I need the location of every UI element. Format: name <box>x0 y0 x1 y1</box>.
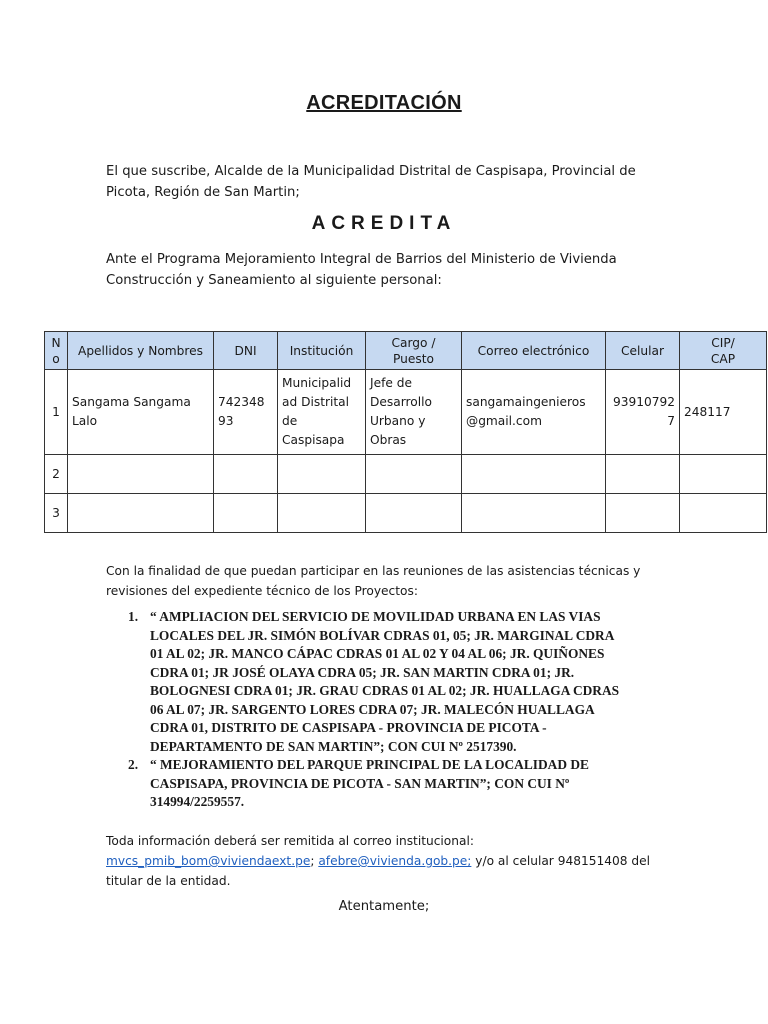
contact-line-3: titular de la entidad. <box>106 874 231 888</box>
project-line: BOLOGNESI CDRA 01; JR. GRAU CDRAS 01 AL 02; JR. HUALLAGA CDRAS <box>150 683 620 698</box>
header-no-top: N <box>51 335 61 350</box>
header-celular: Celular <box>606 332 680 370</box>
cell-no: 3 <box>45 494 68 533</box>
project-line: LOCALES DEL JR. SIMÓN BOLÍVAR CDRAS 01, 05; JR. MARGINAL CDRA <box>150 627 615 643</box>
header-cip-top: CIP/ <box>711 335 735 350</box>
intro-paragraph <box>106 161 646 203</box>
cell-inst-line: ad Distrital <box>282 395 350 409</box>
cell-empty <box>680 455 767 494</box>
header-cargo <box>366 332 462 370</box>
project-line: “ AMPLIACION DEL SERVICIO DE MOVILIDAD URBANA EN LAS VIAS <box>150 609 601 624</box>
contact-line-1: Toda información deberá ser remitida al correo institucional: <box>106 834 474 848</box>
header-institucion: Institución <box>278 332 366 370</box>
closing-text: Atentamente; <box>338 899 430 914</box>
cell-inst-line: de <box>282 414 298 428</box>
ante-line-1: Ante el Programa Mejoramiento Integral de Barrios del Ministerio de Vivienda <box>106 252 617 267</box>
cell-empty <box>366 494 462 533</box>
cell-inst-line: Municipalid <box>282 376 352 390</box>
cell-inst-line: Caspisapa <box>282 433 345 447</box>
cell-names-line: Sangama Sangama <box>72 395 191 409</box>
header-cargo-top: Cargo / <box>391 335 436 350</box>
cell-no: 2 <box>45 455 68 494</box>
page-title: ACREDITACIÓN <box>306 92 462 114</box>
cell-empty <box>606 455 680 494</box>
cell-cargo-line: Urbano y <box>370 414 426 428</box>
table-row <box>45 494 767 533</box>
projects-list <box>128 608 648 812</box>
finalidad-paragraph <box>106 561 646 601</box>
header-no-bottom: o <box>52 351 60 366</box>
cell-empty <box>68 494 214 533</box>
cell-celular-line: 93910792 <box>612 395 675 409</box>
cell-celular <box>606 370 680 455</box>
list-item <box>128 608 648 756</box>
cell-correo <box>462 370 606 455</box>
project-line: “ MEJORAMIENTO DEL PARQUE PRINCIPAL DE LA LOCALIDAD DE <box>150 757 589 772</box>
acredita-heading: ACREDITA <box>311 213 457 234</box>
cell-correo-line: sangamaingenieros <box>466 395 586 409</box>
cell-names-line: Lalo <box>72 414 98 428</box>
header-cip-bottom: CAP <box>710 351 736 366</box>
table-header-row <box>45 332 767 370</box>
project-line: 06 AL 07; JR. SARGENTO LORES CDRA 07; JR. MALECÓN HUALLAGA <box>150 701 595 717</box>
intro-line-1: El que suscribe, Alcalde de la Municipalidad Distrital de Caspisapa, Provincial de <box>106 164 636 179</box>
header-correo: Correo electrónico <box>462 332 606 370</box>
cell-empty <box>68 455 214 494</box>
header-names: Apellidos y Nombres <box>68 332 214 370</box>
cell-empty <box>606 494 680 533</box>
email-link-2[interactable]: afebre@vivienda.gob.pe; <box>318 854 472 868</box>
project-line: CDRA 01, DISTRITO DE CASPISAPA - PROVINCIA DE PICOTA - <box>150 720 547 735</box>
cell-empty <box>214 494 278 533</box>
cell-empty <box>214 455 278 494</box>
list-item-text <box>150 756 648 812</box>
contact-paragraph <box>106 831 666 891</box>
cell-institucion <box>278 370 366 455</box>
ante-line-2: Construcción y Saneamiento al siguiente personal: <box>106 273 442 288</box>
finalidad-line-1: Con la finalidad de que puedan participar en las reuniones de las asistencias técnicas y <box>106 564 641 578</box>
header-dni: DNI <box>214 332 278 370</box>
contact-tail: y/o al celular 948151408 del <box>471 854 650 868</box>
contact-line-2 <box>106 851 666 871</box>
header-cargo-bottom: Puesto <box>393 351 434 366</box>
cell-cargo <box>366 370 462 455</box>
table-row <box>45 455 767 494</box>
email-separator: ; <box>310 854 315 868</box>
cell-dni-line: 742348 <box>218 395 265 409</box>
project-line: DEPARTAMENTO DE SAN MARTIN”; CON CUI Nº 2517390. <box>150 738 517 754</box>
cell-empty <box>462 494 606 533</box>
cell-empty <box>680 494 767 533</box>
list-item <box>128 756 648 812</box>
header-cip <box>680 332 767 370</box>
cell-cargo-line: Obras <box>370 433 407 447</box>
project-line: 314994/2259557. <box>150 794 245 809</box>
project-line: CDRA 01; JR JOSÉ OLAYA CDRA 05; JR. SAN MARTIN CDRA 01; JR. <box>150 664 575 680</box>
intro-line-2: Picota, Región de San Martin; <box>106 185 300 200</box>
cell-empty <box>366 455 462 494</box>
list-item-index: 2. <box>128 757 139 772</box>
cell-no: 1 <box>45 370 68 455</box>
cell-empty <box>278 494 366 533</box>
ante-paragraph <box>106 249 646 291</box>
project-line: CASPISAPA, PROVINCIA DE PICOTA - SAN MARTIN”; CON CUI Nº <box>150 775 570 791</box>
cell-empty <box>278 455 366 494</box>
cell-cip: 248117 <box>680 370 767 455</box>
personnel-table <box>44 331 767 533</box>
cell-correo-line: @gmail.com <box>466 414 542 428</box>
list-item-index: 1. <box>128 609 139 624</box>
header-no <box>45 332 68 370</box>
finalidad-line-2: revisiones del expediente técnico de los Proyectos: <box>106 584 418 598</box>
cell-names <box>68 370 214 455</box>
cell-dni <box>214 370 278 455</box>
cell-dni-line: 93 <box>218 414 234 428</box>
email-link-1[interactable]: mvcs_pmib_bom@viviendaext.pe <box>106 854 311 868</box>
cell-celular-line: 7 <box>667 414 675 428</box>
cell-cargo-line: Jefe de <box>370 376 412 390</box>
list-item-text <box>150 608 648 756</box>
project-line: 01 AL 02; JR. MANCO CÁPAC CDRAS 01 AL 02 Y 04 AL 06; JR. QUIÑONES <box>150 646 605 661</box>
table-row <box>45 370 767 455</box>
cell-empty <box>462 455 606 494</box>
cell-cargo-line: Desarrollo <box>370 395 432 409</box>
